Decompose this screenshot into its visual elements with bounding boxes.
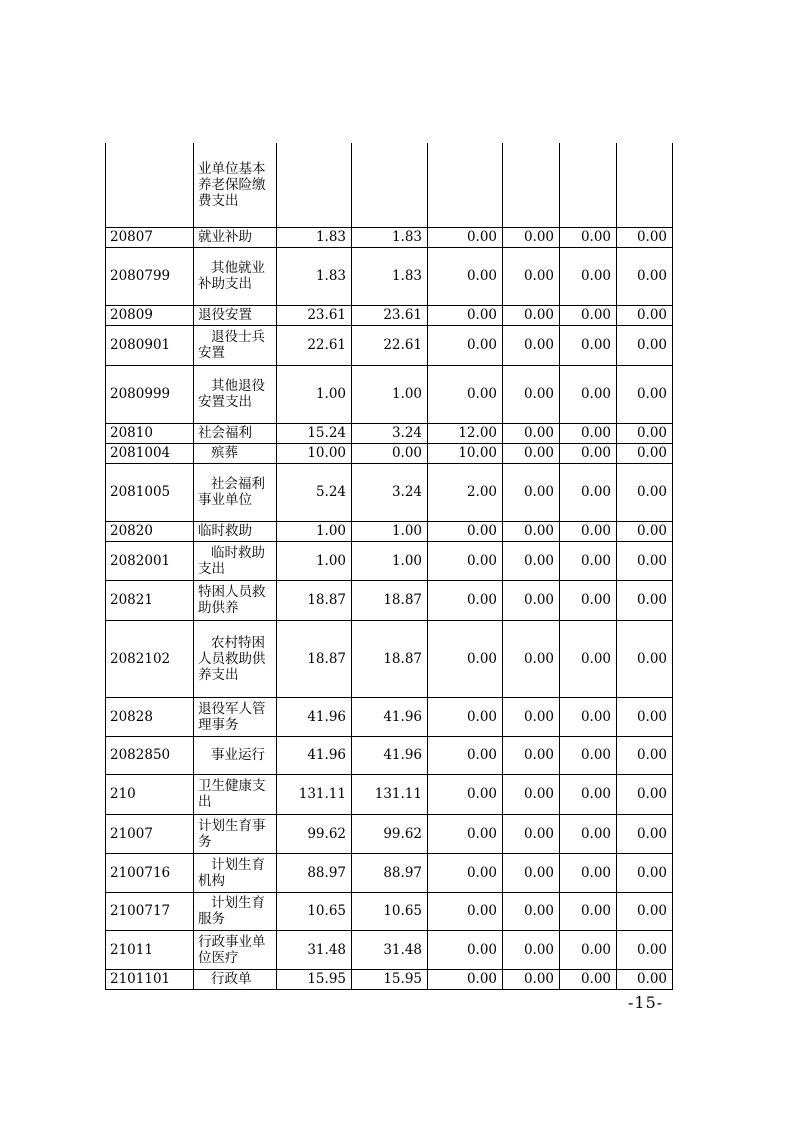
- amount-cell: 0.00: [560, 423, 617, 443]
- subject-name-cell: 行政单: [194, 969, 277, 989]
- amount-cell: 5.24: [277, 463, 352, 521]
- subject-code-cell: 2080901: [106, 325, 194, 365]
- amount-cell: 0.00: [428, 541, 503, 580]
- amount-cell: 0.00: [503, 930, 560, 969]
- subject-code-cell: 2081005: [106, 463, 194, 521]
- amount-cell: 0.00: [617, 247, 673, 305]
- subject-code-cell: 21011: [106, 930, 194, 969]
- amount-cell: 1.83: [352, 227, 428, 247]
- subject-name-cell: 业单位基本养老保险缴费支出: [194, 143, 277, 227]
- subject-name-cell: 殡葬: [194, 443, 277, 463]
- amount-cell: [617, 143, 673, 227]
- amount-cell: 99.62: [277, 814, 352, 853]
- amount-cell: 15.95: [277, 969, 352, 989]
- amount-cell: 0.00: [428, 580, 503, 620]
- amount-cell: 3.24: [352, 463, 428, 521]
- amount-cell: 31.48: [277, 930, 352, 969]
- amount-cell: 18.87: [277, 580, 352, 620]
- table-row: [106, 541, 673, 580]
- amount-cell: 0.00: [503, 423, 560, 443]
- amount-cell: 10.00: [428, 443, 503, 463]
- subject-name-cell: 就业补助: [194, 227, 277, 247]
- amount-cell: 41.96: [352, 697, 428, 736]
- amount-cell: 10.65: [277, 892, 352, 930]
- amount-cell: 0.00: [560, 580, 617, 620]
- amount-cell: 0.00: [560, 853, 617, 892]
- table-row: [106, 305, 673, 325]
- amount-cell: 0.00: [617, 930, 673, 969]
- amount-cell: 0.00: [428, 814, 503, 853]
- subject-name-cell: 农村特困人员救助供养支出: [194, 620, 277, 697]
- subject-name-cell: 其他就业补助支出: [194, 247, 277, 305]
- subject-name-cell: 临时救助: [194, 521, 277, 541]
- amount-cell: 0.00: [617, 969, 673, 989]
- amount-cell: 41.96: [277, 736, 352, 774]
- subject-code-cell: 21007: [106, 814, 194, 853]
- table-row: [106, 423, 673, 443]
- subject-code-cell: 2100716: [106, 853, 194, 892]
- amount-cell: 0.00: [503, 969, 560, 989]
- amount-cell: 18.87: [352, 580, 428, 620]
- amount-cell: 1.00: [352, 521, 428, 541]
- amount-cell: [503, 143, 560, 227]
- subject-name-cell: 事业运行: [194, 736, 277, 774]
- amount-cell: 0.00: [428, 521, 503, 541]
- table-row: [106, 697, 673, 736]
- amount-cell: 0.00: [428, 697, 503, 736]
- amount-cell: 0.00: [503, 247, 560, 305]
- subject-name-cell: 退役安置: [194, 305, 277, 325]
- amount-cell: 0.00: [617, 365, 673, 423]
- subject-code-cell: 20810: [106, 423, 194, 443]
- amount-cell: 0.00: [560, 443, 617, 463]
- subject-name-cell: 社会福利事业单位: [194, 463, 277, 521]
- table-row: [106, 853, 673, 892]
- amount-cell: 0.00: [617, 814, 673, 853]
- amount-cell: 0.00: [560, 736, 617, 774]
- amount-cell: 0.00: [560, 697, 617, 736]
- amount-cell: 31.48: [352, 930, 428, 969]
- amount-cell: 131.11: [277, 774, 352, 814]
- amount-cell: 1.00: [277, 365, 352, 423]
- amount-cell: 0.00: [428, 227, 503, 247]
- amount-cell: 131.11: [352, 774, 428, 814]
- table-row: [106, 443, 673, 463]
- amount-cell: 0.00: [503, 774, 560, 814]
- amount-cell: 0.00: [503, 736, 560, 774]
- amount-cell: 0.00: [428, 892, 503, 930]
- subject-code-cell: 20821: [106, 580, 194, 620]
- amount-cell: 0.00: [560, 541, 617, 580]
- amount-cell: 41.96: [277, 697, 352, 736]
- amount-cell: 10.65: [352, 892, 428, 930]
- amount-cell: [352, 143, 428, 227]
- amount-cell: 0.00: [617, 736, 673, 774]
- amount-cell: 0.00: [560, 365, 617, 423]
- amount-cell: 0.00: [503, 697, 560, 736]
- subject-code-cell: 20820: [106, 521, 194, 541]
- table-row: [106, 736, 673, 774]
- table-row: [106, 463, 673, 521]
- amount-cell: 23.61: [277, 305, 352, 325]
- table-row: [106, 930, 673, 969]
- amount-cell: 1.00: [352, 365, 428, 423]
- amount-cell: 23.61: [352, 305, 428, 325]
- amount-cell: 0.00: [617, 521, 673, 541]
- amount-cell: 22.61: [352, 325, 428, 365]
- subject-code-cell: 20809: [106, 305, 194, 325]
- amount-cell: 0.00: [560, 325, 617, 365]
- table-row: [106, 365, 673, 423]
- amount-cell: 88.97: [277, 853, 352, 892]
- amount-cell: 0.00: [617, 697, 673, 736]
- amount-cell: 0.00: [428, 365, 503, 423]
- subject-code-cell: 2082001: [106, 541, 194, 580]
- table-row: [106, 247, 673, 305]
- subject-name-cell: 特困人员救助供养: [194, 580, 277, 620]
- amount-cell: 0.00: [352, 443, 428, 463]
- amount-cell: 0.00: [428, 305, 503, 325]
- amount-cell: 0.00: [503, 521, 560, 541]
- amount-cell: 0.00: [617, 325, 673, 365]
- table-row: [106, 227, 673, 247]
- table-row: [106, 143, 673, 227]
- amount-cell: 0.00: [428, 853, 503, 892]
- amount-cell: 0.00: [503, 305, 560, 325]
- amount-cell: 0.00: [617, 443, 673, 463]
- amount-cell: 0.00: [503, 365, 560, 423]
- table-row: [106, 814, 673, 853]
- subject-code-cell: 20828: [106, 697, 194, 736]
- amount-cell: 0.00: [617, 620, 673, 697]
- subject-name-cell: 其他退役安置支出: [194, 365, 277, 423]
- amount-cell: 88.97: [352, 853, 428, 892]
- table-row: [106, 892, 673, 930]
- amount-cell: 0.00: [503, 580, 560, 620]
- subject-name-cell: 行政事业单位医疗: [194, 930, 277, 969]
- amount-cell: 0.00: [617, 423, 673, 443]
- amount-cell: 15.95: [352, 969, 428, 989]
- amount-cell: 0.00: [428, 620, 503, 697]
- amount-cell: 0.00: [617, 305, 673, 325]
- amount-cell: [277, 143, 352, 227]
- subject-code-cell: 2082850: [106, 736, 194, 774]
- amount-cell: 0.00: [428, 247, 503, 305]
- amount-cell: 0.00: [560, 814, 617, 853]
- amount-cell: 0.00: [503, 853, 560, 892]
- table-row: [106, 774, 673, 814]
- amount-cell: 0.00: [617, 580, 673, 620]
- amount-cell: 0.00: [428, 969, 503, 989]
- amount-cell: 0.00: [503, 620, 560, 697]
- amount-cell: 0.00: [560, 620, 617, 697]
- amount-cell: 1.83: [277, 227, 352, 247]
- amount-cell: 0.00: [560, 774, 617, 814]
- amount-cell: 0.00: [560, 247, 617, 305]
- amount-cell: 0.00: [560, 969, 617, 989]
- amount-cell: 0.00: [617, 853, 673, 892]
- subject-code-cell: 2100717: [106, 892, 194, 930]
- amount-cell: 41.96: [352, 736, 428, 774]
- table-row: [106, 521, 673, 541]
- amount-cell: 1.00: [277, 541, 352, 580]
- amount-cell: 1.83: [352, 247, 428, 305]
- table-row: [106, 620, 673, 697]
- subject-code-cell: 210: [106, 774, 194, 814]
- subject-name-cell: 社会福利: [194, 423, 277, 443]
- amount-cell: [560, 143, 617, 227]
- amount-cell: 0.00: [503, 325, 560, 365]
- subject-name-cell: 退役士兵安置: [194, 325, 277, 365]
- amount-cell: 0.00: [503, 814, 560, 853]
- subject-name-cell: 计划生育事务: [194, 814, 277, 853]
- amount-cell: 0.00: [560, 463, 617, 521]
- amount-cell: 0.00: [503, 892, 560, 930]
- subject-name-cell: 临时救助支出: [194, 541, 277, 580]
- amount-cell: 0.00: [428, 774, 503, 814]
- amount-cell: 0.00: [503, 443, 560, 463]
- amount-cell: 0.00: [560, 892, 617, 930]
- amount-cell: 0.00: [560, 521, 617, 541]
- amount-cell: 0.00: [428, 325, 503, 365]
- amount-cell: 0.00: [617, 463, 673, 521]
- amount-cell: 12.00: [428, 423, 503, 443]
- amount-cell: 2.00: [428, 463, 503, 521]
- page-number: -15-: [628, 993, 664, 1012]
- amount-cell: 0.00: [617, 774, 673, 814]
- table-body: [106, 143, 673, 989]
- subject-name-cell: 计划生育服务: [194, 892, 277, 930]
- amount-cell: 22.61: [277, 325, 352, 365]
- subject-name-cell: 卫生健康支出: [194, 774, 277, 814]
- amount-cell: 10.00: [277, 443, 352, 463]
- amount-cell: 0.00: [428, 930, 503, 969]
- amount-cell: 0.00: [617, 541, 673, 580]
- subject-code-cell: 2082102: [106, 620, 194, 697]
- amount-cell: 0.00: [560, 930, 617, 969]
- amount-cell: 0.00: [617, 892, 673, 930]
- amount-cell: 99.62: [352, 814, 428, 853]
- subject-code-cell: 2080999: [106, 365, 194, 423]
- subject-code-cell: 2101101: [106, 969, 194, 989]
- amount-cell: 15.24: [277, 423, 352, 443]
- budget-table-container: [105, 143, 672, 990]
- table-row: [106, 325, 673, 365]
- subject-code-cell: 2081004: [106, 443, 194, 463]
- table-row: [106, 580, 673, 620]
- subject-code-cell: 20807: [106, 227, 194, 247]
- amount-cell: 0.00: [617, 227, 673, 247]
- amount-cell: 0.00: [503, 463, 560, 521]
- amount-cell: 0.00: [428, 736, 503, 774]
- amount-cell: [428, 143, 503, 227]
- amount-cell: 0.00: [503, 541, 560, 580]
- amount-cell: 1.00: [277, 521, 352, 541]
- amount-cell: 0.00: [560, 227, 617, 247]
- subject-name-cell: 退役军人管理事务: [194, 697, 277, 736]
- amount-cell: 0.00: [560, 305, 617, 325]
- table-row: [106, 969, 673, 989]
- subject-code-cell: [106, 143, 194, 227]
- budget-expenditure-table: [105, 143, 673, 990]
- amount-cell: 1.83: [277, 247, 352, 305]
- subject-code-cell: 2080799: [106, 247, 194, 305]
- amount-cell: 18.87: [352, 620, 428, 697]
- amount-cell: 3.24: [352, 423, 428, 443]
- amount-cell: 1.00: [352, 541, 428, 580]
- amount-cell: 0.00: [503, 227, 560, 247]
- amount-cell: 18.87: [277, 620, 352, 697]
- subject-name-cell: 计划生育机构: [194, 853, 277, 892]
